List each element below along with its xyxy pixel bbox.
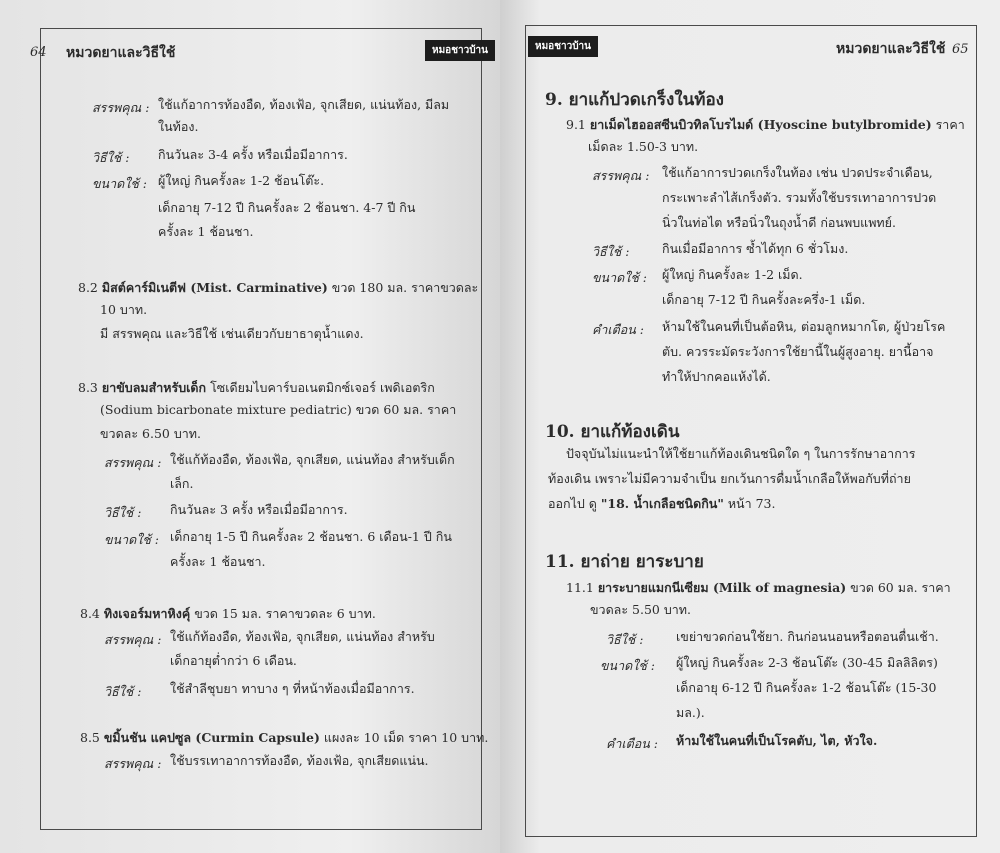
warning-text: ห้ามใช้ในคนที่เป็นต้อหิน, ต่อมลูกหมากโต, ผู้ป่วยโรค [662, 319, 946, 334]
section-8-2-price: 10 บาท. [100, 302, 148, 317]
section-number: 9.1 [566, 117, 586, 132]
warning-label: คำเตือน : [592, 322, 645, 337]
prop-label: สรรพคุณ : [104, 455, 162, 470]
section-title-rest: ขวด 60 มล. ราคา [846, 580, 951, 595]
prop-label: สรรพคุณ : [104, 756, 162, 771]
dose-text: ครั้งละ 1 ช้อนชา. [158, 224, 254, 239]
prop-text: ใช้แก้อาการปวดเกร็งในท้อง เช่น ปวดประจำเดือน, [662, 165, 933, 180]
warning-text: ห้ามใช้ในคนที่เป็นโรคตับ, ไต, หัวใจ. [676, 733, 878, 748]
section-title: ยาเม็ดไฮออสซีนบิวทิลโบรไมด์ (Hyoscine butylbromide) [589, 117, 932, 132]
use-label: วิธีใช้ : [104, 505, 142, 520]
section-10-cross-reference: "18. น้ำเกลือชนิดกิน" [600, 496, 724, 511]
section-10-text: ปัจจุบันไม่แนะนำให้ใช้ยาแก้ท้องเดินชนิดใด ๆ ในการรักษาอาการ [566, 446, 916, 461]
section-title-rest: โซเดียมไบคาร์บอเนตมิกซ์เจอร์ เพดิเอตริก [206, 380, 435, 395]
dose-text: เด็กอายุ 7-12 ปี กินครั้งละครึ่ง-1 เม็ด. [662, 292, 866, 307]
section-title: ขมิ้นชัน แคปซูล (Curmin Capsule) [103, 730, 320, 745]
section-8-2-heading [78, 278, 478, 298]
left-header-tag: หมอชาวบ้าน [425, 40, 495, 61]
section-number: 8.4 [80, 606, 100, 621]
dose-text: เด็กอายุ 6-12 ปี กินครั้งละ 1-2 ช้อนโต๊ะ (15-30 [676, 680, 937, 695]
section-11-1-price: ขวดละ 5.50 บาท. [590, 602, 692, 617]
use-text: เขย่าขวดก่อนใช้ยา. กินก่อนนอนหรือตอนตื่นเช้า. [676, 629, 939, 644]
section-number: 8.2 [78, 280, 98, 295]
prop-text: ใช้บรรเทาอาการท้องอืด, ท้องเฟ้อ, จุกเสียดแน่น. [170, 753, 429, 768]
prop-label: สรรพคุณ : [104, 632, 162, 647]
section-number: 8.5 [80, 730, 100, 745]
use-label: วิธีใช้ : [606, 632, 644, 647]
section-9-1-price: เม็ดละ 1.50-3 บาท. [588, 139, 699, 154]
right-header-title: หมวดยาและวิธีใช้ [836, 41, 946, 57]
prop-text: กระเพาะลำไส้เกร็งตัว. รวมทั้งใช้บรรเทาอาการปวด [662, 190, 937, 205]
section-title-rest: ขวด 180 มล. ราคาขวดละ [327, 280, 479, 295]
prop-text: นิ่วในท่อไต หรือนิ่วในถุงน้ำดี ก่อนพบแพทย์. [662, 215, 896, 230]
section-title: ยาระบายแมกนีเซียม (Milk of magnesia) [597, 580, 847, 595]
section-10-text-c: หน้า 73. [723, 496, 776, 511]
dose-label: ขนาดใช้ : [92, 176, 147, 191]
section-10-text: ท้องเดิน เพราะไม่มีความจำเป็น ยกเว้นการดื่มน้ำเกลือให้พอกับที่ถ่าย [548, 471, 911, 486]
section-9-1-heading [566, 115, 965, 135]
section-title-rest: ราคา [931, 117, 965, 132]
warning-text: ตับ. ควรระมัดระวังการใช้ยานี้ในผู้สูงอายุ. ยานี้อาจ [662, 344, 934, 359]
section-10-heading: 10. ยาแก้ท้องเดิน [545, 422, 680, 442]
section-8-2-note: มี สรรพคุณ และวิธีใช้ เช่นเดียวกับยาธาตุน้ำแดง. [100, 326, 364, 341]
prop-text: ใช้แก้ท้องอืด, ท้องเฟ้อ, จุกเสียด, แน่นท้อง สำหรับ [170, 629, 435, 644]
section-8-3-heading [78, 378, 435, 398]
right-header-tag: หมอชาวบ้าน [528, 36, 598, 57]
use-text: กินเมื่อมีอาการ ซ้ำได้ทุก 6 ชั่วโมง. [662, 241, 849, 256]
dose-text: ผู้ใหญ่ กินครั้งละ 1-2 ช้อนโต๊ะ. [158, 173, 325, 188]
dose-text: มล.). [676, 705, 705, 720]
section-8-3-line: ขวดละ 6.50 บาท. [100, 426, 202, 441]
use-label: วิธีใช้ : [104, 684, 142, 699]
prop-text: ใช้แก้ท้องอืด, ท้องเฟ้อ, จุกเสียด, แน่นท้อง สำหรับเด็ก [170, 452, 455, 467]
right-page-number: 65 [952, 42, 969, 57]
use-text: กินวันละ 3-4 ครั้ง หรือเมื่อมีอาการ. [158, 147, 348, 162]
prop-label: สรรพคุณ : [92, 100, 150, 115]
dose-label: ขนาดใช้ : [104, 532, 159, 547]
warning-text: ทำให้ปากคอแห้งได้. [662, 369, 771, 384]
dose-text: ครั้งละ 1 ช้อนชา. [170, 554, 266, 569]
use-label: วิธีใช้ : [92, 150, 130, 165]
section-10-text-a: ออกไป ดู [548, 496, 601, 511]
section-10-text [548, 496, 775, 512]
dose-text: ผู้ใหญ่ กินครั้งละ 1-2 เม็ด. [662, 267, 803, 282]
dose-text: ผู้ใหญ่ กินครั้งละ 2-3 ช้อนโต๊ะ (30-45 มิลลิลิตร) [676, 655, 938, 670]
use-text: ใช้สำลีชุบยา ทาบาง ๆ ที่หน้าท้องเมื่อมีอาการ. [170, 681, 415, 696]
dose-text: เด็กอายุ 7-12 ปี กินครั้งละ 2 ช้อนชา. 4-7 ปี กิน [158, 200, 416, 215]
left-header-title: หมวดยาและวิธีใช้ [66, 45, 176, 61]
warning-label: คำเตือน : [606, 736, 659, 751]
dose-text: เด็กอายุ 1-5 ปี กินครั้งละ 2 ช้อนชา. 6 เดือน-1 ปี กิน [170, 529, 452, 544]
prop-label: สรรพคุณ : [592, 168, 650, 183]
prop-text: ใช้แก้อาการท้องอืด, ท้องเฟ้อ, จุกเสียด, แน่นท้อง, มีลม [158, 97, 450, 112]
section-number: 11.1 [566, 580, 594, 595]
dose-label: ขนาดใช้ : [600, 658, 655, 673]
section-9-heading: 9. ยาแก้ปวดเกร็งในท้อง [545, 90, 724, 110]
use-label: วิธีใช้ : [592, 244, 630, 259]
section-11-1-heading [566, 578, 951, 598]
section-title-rest: แผงละ 10 เม็ด ราคา 10 บาท. [319, 730, 489, 745]
left-page-number: 64 [30, 45, 47, 60]
section-number: 8.3 [78, 380, 98, 395]
section-11-heading: 11. ยาถ่าย ยาระบาย [545, 552, 704, 572]
use-text: กินวันละ 3 ครั้ง หรือเมื่อมีอาการ. [170, 502, 348, 517]
section-8-4-heading [80, 604, 376, 624]
section-title: มิสต์คาร์มิเนตีฟ (Mist. Carminative) [101, 280, 328, 295]
section-8-5-heading [80, 728, 488, 748]
section-title: ยาขับลมสำหรับเด็ก [101, 380, 207, 395]
prop-text: เด็กอายุต่ำกว่า 6 เดือน. [170, 653, 297, 668]
section-8-3-line: (Sodium bicarbonate mixture pediatric) ขวด 60 มล. ราคา [100, 402, 457, 417]
section-title: ทิงเจอร์มหาหิงคุ์ [103, 606, 191, 621]
prop-text: ในท้อง. [158, 119, 199, 134]
section-title-rest: ขวด 15 มล. ราคาขวดละ 6 บาท. [190, 606, 376, 621]
prop-text: เล็ก. [170, 476, 194, 491]
dose-label: ขนาดใช้ : [592, 270, 647, 285]
